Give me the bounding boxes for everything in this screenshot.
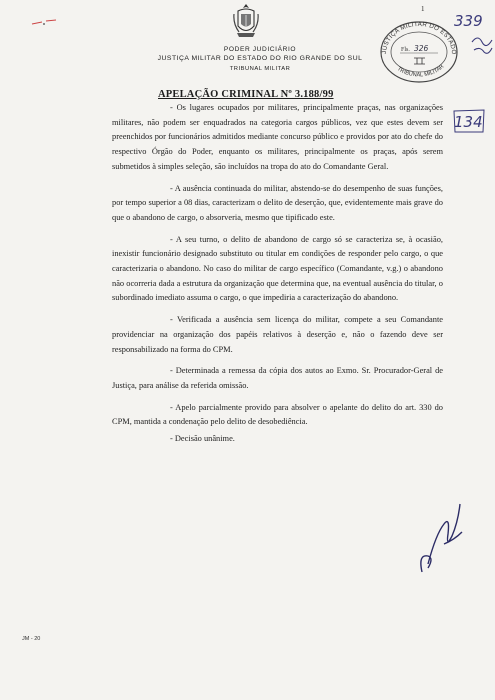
handwritten-box-number: 134 xyxy=(454,113,483,131)
coat-of-arms-icon xyxy=(231,2,261,40)
page-number: 1 xyxy=(421,5,425,13)
handwritten-signature xyxy=(414,494,466,580)
paragraph-1: - Os lugares ocupados por militares, principalmente praças, nas organizações militares, não podem ser enquadrados na categoria cargos públicos, vez que estes devem ser preenchidos por funcionários admitidos mediante concurso público e providos por ato do chefe do respectivo Órgão do Poder, enquanto os militares, principalmente os praças, após serem submetidos à simples seleção, são incluídos na tropa do ato do Comandante Geral. xyxy=(112,103,443,171)
paragraph-6: - Apelo parcialmente provido para absolver o apelante do delito do art. 330 do CPM, mantida a condenação pelo delito de desobediência. xyxy=(112,402,443,427)
svg-text:TRIBUNAL MILITAR xyxy=(396,64,446,79)
case-title: APELAÇÃO CRIMINAL Nº 3.188/99 xyxy=(158,89,334,100)
stamp-bottom-text: TRIBUNAL MILITAR xyxy=(395,63,446,79)
paragraph-7: - Decisão unânime. xyxy=(170,434,235,444)
header-line-2: JUSTIÇA MILITAR DO ESTADO DO RIO GRANDE DO SUL xyxy=(157,55,363,62)
paragraph-4: - Verificada a ausência sem licença do militar, compete a seu Comandante providenciar na organização dos papéis relativos à deserção e, não o fazendo deve ser responsabilizado na forma do CPM. xyxy=(112,315,443,354)
header-line-3: TRIBUNAL MILITAR xyxy=(229,66,291,72)
paragraph-3: - A seu turno, o delito de abandono de cargo só se caracteriza se, à ocasião, inexistir funcionário designado substituto ou titular em condições de responder pelo cargo, o que caracterizaria o abandono. No caso do militar de cargo específico (Comandante, v.g.) o abandono não ocorreria dada a estrutura da organização que determina que, na eventual ausência do titular, o subordinado imediato assuma o cargo, o que impediria a caracterização do abandono. xyxy=(112,234,443,303)
stamp-folio-label: Fls. xyxy=(401,47,410,53)
summary-body xyxy=(112,101,443,454)
form-code: JM - 20 xyxy=(22,636,41,642)
handwritten-initials xyxy=(470,28,494,58)
stamp-ring-text: JUSTIÇA MILITAR DO ESTADO xyxy=(380,20,458,55)
paragraph-5: - Determinada a remessa da cópia dos autos ao Exmo. Sr. Procurador-Geral de Justiça, para análise da referida omissão. xyxy=(112,366,443,390)
pen-mark xyxy=(30,12,60,32)
court-stamp xyxy=(376,14,462,84)
handwritten-folio-number: 339 xyxy=(454,12,483,30)
stamp-folio-value: 326 xyxy=(414,44,429,53)
header-line-1: PODER JUDICIÁRIO xyxy=(223,46,297,53)
paragraph-2: - A ausência continuada do militar, abstendo-se do desempenho de suas funções, por tempo superior a 08 dias, caracterizam o delito de deserção, que, evidentemente mais grave do que o abandono de cargo, o absorveria, mesmo que tipificado este. xyxy=(112,183,443,222)
